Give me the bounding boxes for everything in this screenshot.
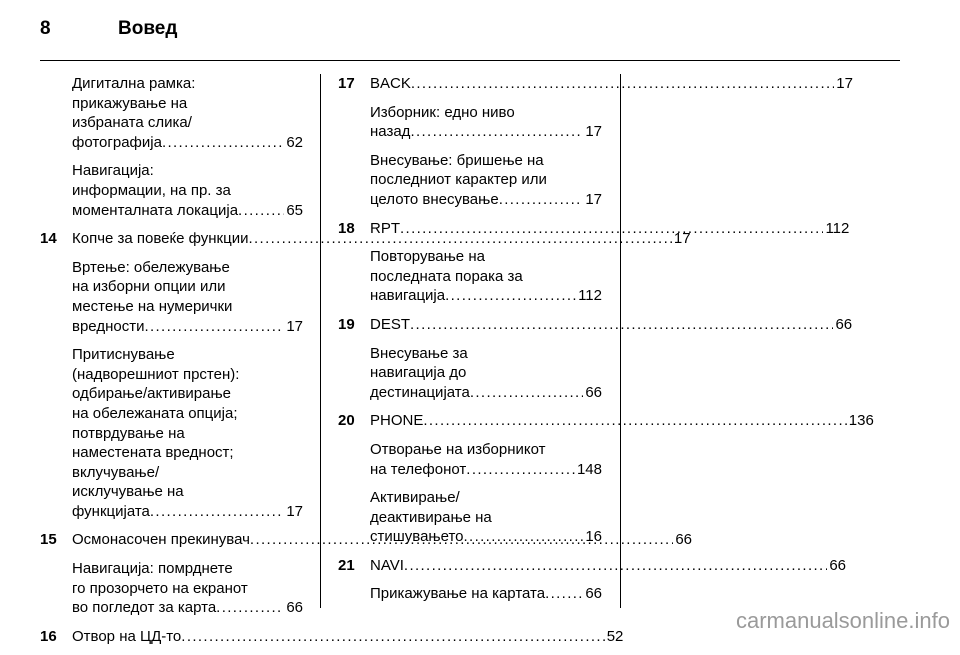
leader-dots <box>410 122 583 142</box>
index-column-right <box>338 74 874 613</box>
column-divider-right <box>620 74 621 608</box>
entry-text: моменталната локација <box>72 201 239 219</box>
page-reference: 65 <box>286 201 303 219</box>
entry-leader-line <box>370 122 602 142</box>
entry-leader-line <box>72 133 303 153</box>
entry-leader-line <box>370 190 602 210</box>
entry-line: местење на нумерички <box>72 297 233 315</box>
page-reference: 17 <box>286 317 303 335</box>
header-rule <box>40 60 900 61</box>
entry-text: стишувањето <box>370 528 464 546</box>
page-title: Вовед <box>118 18 178 39</box>
leader-dots <box>410 315 833 335</box>
index-entry <box>338 74 853 94</box>
entry-line: прикажување на <box>72 94 188 112</box>
entry-leader-line <box>370 315 852 335</box>
index-entry <box>338 315 853 335</box>
page-reference: 17 <box>585 123 602 141</box>
entry-line: последниот карактер или <box>370 171 547 189</box>
entry-number: 19 <box>338 315 355 333</box>
entry-text: вредности <box>72 317 145 335</box>
entry-line: информации, на пр. за <box>72 181 231 199</box>
entry-leader-line <box>370 74 853 94</box>
entry-line: Активирање/ <box>370 489 460 507</box>
entry-number: 21 <box>338 556 355 574</box>
entry-leader-line <box>72 317 303 337</box>
entry-line: последната порака за <box>370 267 523 285</box>
index-entry <box>338 556 847 576</box>
entry-leader-line <box>72 201 303 221</box>
entry-text: Прикажување на картата <box>370 585 546 603</box>
entry-text: Копче за повеќе функции <box>72 230 249 248</box>
entry-leader-line <box>370 286 602 306</box>
entry-line: Навигација: <box>72 162 154 180</box>
entry-line: го прозорчето на екранот <box>72 579 248 597</box>
entry-text: BACK <box>370 75 411 92</box>
page-reference: 16 <box>585 528 602 546</box>
column-divider-left <box>320 74 321 608</box>
page-header <box>40 18 177 40</box>
leader-dots <box>411 74 834 94</box>
leader-dots <box>150 502 284 522</box>
entry-text: на телефонот <box>370 460 467 478</box>
index-subentry <box>338 103 602 142</box>
entry-text: навигација <box>370 287 446 305</box>
entry-line: деактивирање на <box>370 508 492 526</box>
leader-dots <box>499 190 584 210</box>
leader-dots <box>545 584 583 604</box>
entry-number: 15 <box>40 531 57 549</box>
entry-text: во погледот за карта <box>72 599 217 617</box>
entry-text: дестинацијата <box>370 383 470 401</box>
entry-body <box>370 74 853 94</box>
index-subentry <box>338 344 602 403</box>
entry-line: вклучување/ <box>72 463 160 481</box>
page-reference: 17 <box>836 75 853 92</box>
entry-line: Навигација: помрднете <box>72 560 233 578</box>
index-subentry <box>338 584 602 604</box>
index-subentry <box>40 161 303 220</box>
page-reference: 66 <box>675 531 693 549</box>
entry-line: потврдување на <box>72 424 185 442</box>
index-subentry <box>338 151 602 210</box>
page-reference: 62 <box>286 133 303 151</box>
leader-dots <box>216 598 284 618</box>
page-reference: 17 <box>585 190 602 208</box>
entry-line: Повторување на <box>370 248 485 266</box>
entry-line: наместената вредност; <box>72 444 234 462</box>
page-reference: 17 <box>286 502 303 520</box>
entry-line: Отворање на изборникот <box>370 440 546 458</box>
entry-line: Внесување за <box>370 344 468 362</box>
index-subentry <box>40 559 303 618</box>
page-number: 8 <box>40 18 51 39</box>
leader-dots <box>423 411 846 431</box>
entry-leader-line <box>370 383 602 403</box>
index-entry <box>40 627 624 647</box>
entry-leader-line <box>370 219 849 239</box>
entry-text: целото внесување <box>370 190 499 208</box>
entry-line: на изборни опции или <box>72 278 226 296</box>
leader-dots <box>445 286 576 306</box>
leader-dots <box>400 219 823 239</box>
entry-line: избраната слика/ <box>72 114 192 132</box>
page-reference: 66 <box>286 599 303 617</box>
entry-line: Притиснување <box>72 346 175 364</box>
page-reference: 66 <box>585 383 602 401</box>
entry-text: назад <box>370 123 411 141</box>
leader-dots <box>404 556 827 576</box>
index-subentry <box>338 440 602 479</box>
entry-line: одбирање/активирање <box>72 385 232 403</box>
index-subentry <box>40 345 303 521</box>
entry-line: Изборник: едно ниво <box>370 103 515 121</box>
page-reference: 112 <box>825 219 850 237</box>
page-reference: 17 <box>673 230 691 248</box>
leader-dots <box>470 383 583 403</box>
entry-number: 17 <box>338 75 355 92</box>
entry-body <box>370 411 874 431</box>
entry-text: Осмонасочен прекинувач <box>72 531 250 549</box>
entry-text: PHONE <box>370 412 424 430</box>
entry-line: исклучување на <box>72 483 184 501</box>
entry-text: DEST <box>370 315 411 333</box>
entry-text: RPT <box>370 219 400 237</box>
entry-leader-line <box>72 502 303 522</box>
entry-leader-line <box>370 556 846 576</box>
entry-number: 18 <box>338 219 355 237</box>
index-entry <box>338 411 874 431</box>
entry-line: Внесување: бришење на <box>370 151 544 169</box>
entry-leader-line <box>370 527 602 547</box>
entry-body <box>370 556 846 576</box>
leader-dots <box>144 317 284 337</box>
watermark: carmanualsonline.info <box>735 608 950 633</box>
index-subentry <box>40 258 303 336</box>
page-reference: 136 <box>848 412 874 430</box>
leader-dots <box>162 133 284 153</box>
leader-dots <box>466 460 575 480</box>
entry-text: функцијата <box>72 502 150 520</box>
index-entry <box>40 229 691 249</box>
page-reference: 66 <box>835 315 853 333</box>
entry-text: Отвор на ЦД-то <box>72 627 182 645</box>
leader-dots <box>238 201 284 221</box>
page-reference: 66 <box>829 556 847 574</box>
entry-body <box>370 219 849 239</box>
entry-number: 14 <box>40 230 57 248</box>
index-subentry <box>338 247 602 306</box>
entry-line: на обележаната опција; <box>72 404 238 422</box>
entry-line: (надворешниот прстен): <box>72 365 240 383</box>
entry-leader-line <box>370 460 602 480</box>
index-subentry <box>40 74 303 152</box>
entry-body <box>72 627 623 647</box>
entry-text: фотографија <box>72 133 162 151</box>
entry-number: 16 <box>40 627 57 645</box>
entry-leader-line <box>72 627 623 647</box>
entry-body <box>370 315 852 335</box>
leader-dots <box>464 527 584 547</box>
entry-leader-line <box>72 598 303 618</box>
index-subentry <box>338 488 602 547</box>
entry-line: навигација до <box>370 364 467 382</box>
leader-dots <box>181 627 604 647</box>
entry-line: Дигитална рамка: <box>72 75 196 92</box>
page-reference: 52 <box>606 627 624 645</box>
entry-text: NAVI <box>370 556 404 574</box>
entry-number: 20 <box>338 412 355 430</box>
entry-leader-line <box>370 411 874 431</box>
page-reference: 112 <box>578 287 602 305</box>
entry-leader-line <box>370 584 602 604</box>
entry-line: Вртење: обележување <box>72 258 230 276</box>
page-reference: 66 <box>585 585 602 603</box>
page-reference: 148 <box>576 460 602 478</box>
